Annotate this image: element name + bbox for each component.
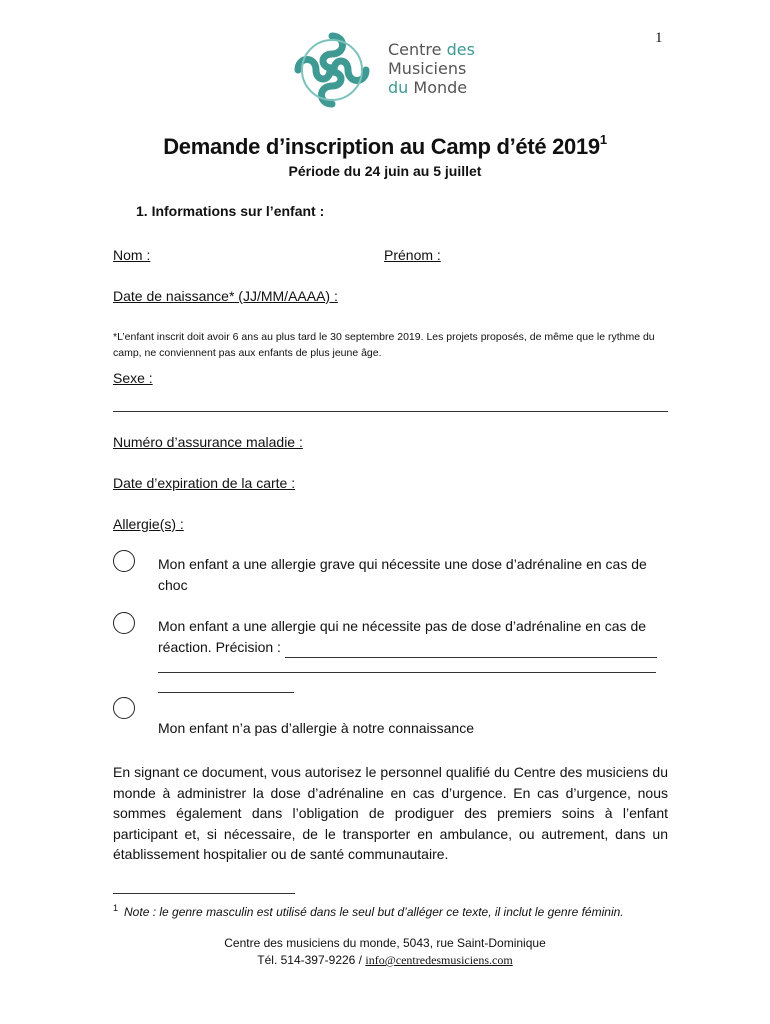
field-nom: Nom :: [113, 247, 151, 263]
field-prenom: Prénom :: [384, 247, 441, 263]
celtic-knot-logo-icon: [290, 28, 374, 112]
field-date-naissance: Date de naissance* (JJ/MM/AAAA) :: [113, 288, 338, 304]
footnote-rule: [113, 893, 295, 894]
precision-line-2[interactable]: [158, 672, 656, 673]
option-allergie-non-grave: Mon enfant a une allergie qui ne nécessite pas de dose d’adrénaline en cas de réaction. Précision :: [158, 616, 658, 658]
field-allergies: Allergie(s) :: [113, 516, 184, 532]
footnote: $^1$ Note : le genre masculin est utilisé dans le seul but d’alléger ce texte, il inclut le genre féminin.: [113, 903, 624, 919]
field-expiration: Date d’expiration de la carte :: [113, 475, 296, 491]
age-note: *L’enfant inscrit doit avoir 6 ans au plus tard le 30 septembre 2019. Les projets proposés, de même que le rythme du camp, ne conviennent pas aux enfants de plus jeune âge.: [113, 331, 655, 359]
field-sexe: Sexe :: [113, 370, 153, 386]
page-footer: [0, 935, 770, 969]
page-number: 1: [655, 30, 663, 46]
option-aucune-allergie: Mon enfant n’a pas d’allergie à notre connaissance: [158, 720, 474, 736]
radio-allergie-grave[interactable]: [113, 550, 135, 572]
footer-address: Centre des musiciens du monde, 5043, rue Saint-Dominique: [224, 936, 546, 950]
option-allergie-grave: Mon enfant a une allergie grave qui nécessite une dose d’adrénaline en cas de choc: [158, 556, 647, 593]
title-footnote-mark: 1: [599, 132, 607, 147]
radio-aucune-allergie[interactable]: [113, 697, 135, 719]
precision-blank[interactable]: [285, 657, 657, 658]
footer-email-link[interactable]: info@centredesmusiciens.com: [365, 953, 513, 967]
field-assurance: Numéro d’assurance maladie :: [113, 434, 303, 450]
document-title: Demande d’inscription au Camp d’été 2019$^1$: [163, 132, 607, 159]
consent-paragraph: En signant ce document, vous autorisez le personnel qualifié du Centre des musiciens du monde à administrer la dose d’adrénaline en cas d’urgence. En cas d’urgence, nous sommes également dans l’obligation de prodiguer des premiers soins à l’enfant participant et, si nécessaire, de le transporter en ambulance, ou autrement, dans un établissement hospitalier ou de santé communautaire.: [113, 764, 668, 862]
footer-phone: Tél. 514-397-9226 /: [257, 953, 363, 967]
radio-allergie-non-grave[interactable]: [113, 612, 135, 634]
logo: [290, 28, 490, 112]
logo-wordmark: Centre des Musiciens du Monde: [388, 40, 475, 97]
precision-line-3[interactable]: [158, 692, 294, 693]
divider: [113, 411, 668, 412]
document-subtitle: Période du 24 juin au 5 juillet: [288, 163, 482, 179]
section-heading: 1. Informations sur l’enfant :: [136, 203, 325, 219]
